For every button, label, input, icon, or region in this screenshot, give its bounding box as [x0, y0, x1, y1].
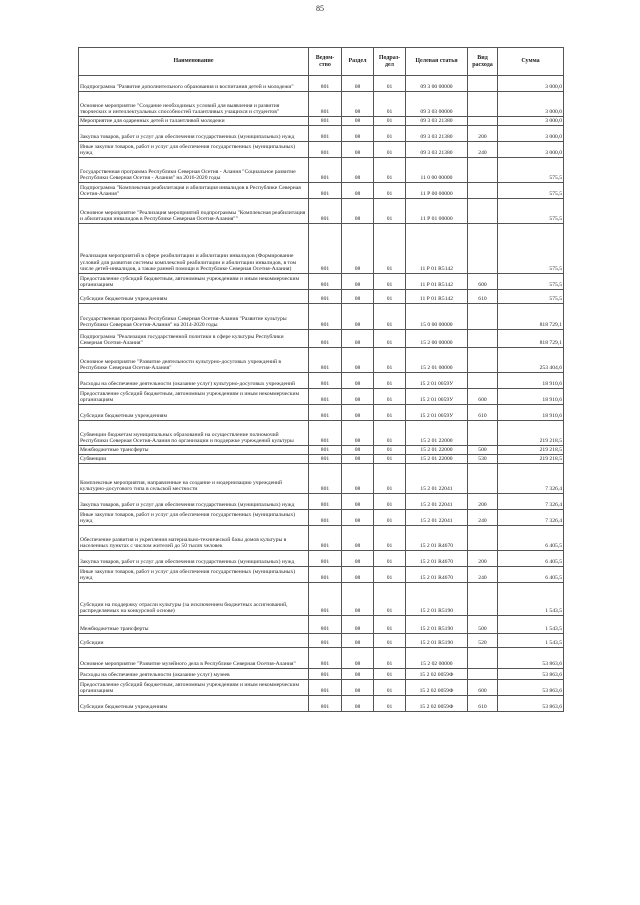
row-vedomstvo: 801 — [309, 405, 342, 421]
row-vedomstvo: 801 — [309, 304, 342, 330]
table-row — [79, 455, 564, 464]
row-razdel: 08 — [342, 526, 374, 551]
row-name: Основное мероприятие "Реализация мероприятий подпрограммы "Комплексная реабилитация и абилитация инвалидов в Республике Северная Осетия-Алания"" — [79, 199, 309, 224]
table-header-row — [79, 48, 564, 76]
row-name: Реализация мероприятий в сфере реабилитации и абилитации инвалидов (Формирование условий для развития системы комплексной реабилитации и абилитации инвалидов, в том числе детей-инвалидов, а также ранней помощи в Республике Северная Осетия-Алания) — [79, 224, 309, 274]
row-summa: 7 326,4 — [498, 494, 564, 510]
row-razdel: 08 — [342, 551, 374, 567]
row-podrazdel: 01 — [374, 446, 406, 455]
row-vid-raskhoda: 610 — [468, 290, 498, 304]
table-row — [79, 634, 564, 648]
row-celevaya-statya: 09 3 03 21380 — [406, 142, 468, 158]
row-name: Иные закупки товаров, работ и услуг для обеспечения государственных (муниципальных) нужд — [79, 567, 309, 583]
row-razdel: 08 — [342, 126, 374, 142]
header-summa: Сумма — [498, 48, 564, 76]
table-row — [79, 117, 564, 126]
row-vid-raskhoda: 530 — [468, 455, 498, 464]
row-vedomstvo: 801 — [309, 183, 342, 199]
table-row — [79, 583, 564, 616]
header-vedomstvo: Ведом-ство — [309, 48, 342, 76]
row-celevaya-statya: 15 2 01 22000 — [406, 446, 468, 455]
row-celevaya-statya: 15 2 01 22041 — [406, 510, 468, 526]
table-row — [79, 446, 564, 455]
table-row — [79, 290, 564, 304]
table-row — [79, 348, 564, 373]
row-podrazdel: 01 — [374, 142, 406, 158]
row-razdel: 08 — [342, 446, 374, 455]
row-summa: 3 000,0 — [498, 117, 564, 126]
row-summa: 818 729,1 — [498, 304, 564, 330]
row-summa: 18 910,6 — [498, 373, 564, 389]
table-row — [79, 405, 564, 421]
row-celevaya-statya: 15 2 01 0059У — [406, 405, 468, 421]
row-summa: 7 326,4 — [498, 510, 564, 526]
row-celevaya-statya: 11 Р 00 00000 — [406, 183, 468, 199]
row-summa: 7 326,4 — [498, 464, 564, 494]
row-razdel: 08 — [342, 648, 374, 669]
row-vid-raskhoda: 240 — [468, 567, 498, 583]
table-row — [79, 92, 564, 117]
row-razdel: 08 — [342, 330, 374, 348]
row-razdel: 08 — [342, 373, 374, 389]
header-razdel: Раздел — [342, 48, 374, 76]
header-name: Наименование — [79, 48, 309, 76]
table-row — [79, 616, 564, 634]
row-name: Иные закупки товаров, работ и услуг для обеспечения государственных (муниципальных) нужд — [79, 142, 309, 158]
row-razdel: 08 — [342, 464, 374, 494]
row-vid-raskhoda: 610 — [468, 696, 498, 712]
row-razdel: 08 — [342, 680, 374, 696]
row-vedomstvo: 801 — [309, 330, 342, 348]
row-celevaya-statya: 15 2 01 R4670 — [406, 526, 468, 551]
row-podrazdel: 01 — [374, 551, 406, 567]
row-name: Расходы на обеспечение деятельности (оказание услуг) музеев — [79, 669, 309, 680]
row-name: Подпрограмма "Развитие дополнительного образования и воспитания детей и молодежи" — [79, 76, 309, 92]
row-name: Субсидии на поддержку отрасли культуры (за исключением бюджетных ассигнований, распределяемых на конкурсной основе) — [79, 583, 309, 616]
row-summa: 575,5 — [498, 158, 564, 183]
row-vid-raskhoda — [468, 526, 498, 551]
row-podrazdel: 01 — [374, 199, 406, 224]
row-podrazdel: 01 — [374, 274, 406, 290]
row-vid-raskhoda: 500 — [468, 616, 498, 634]
table-row — [79, 158, 564, 183]
row-vedomstvo: 801 — [309, 373, 342, 389]
row-razdel: 08 — [342, 669, 374, 680]
row-summa: 6 405,5 — [498, 526, 564, 551]
row-vedomstvo: 801 — [309, 421, 342, 446]
row-razdel: 08 — [342, 405, 374, 421]
row-name: Закупка товаров, работ и услуг для обеспечения государственных (муниципальных) нужд — [79, 494, 309, 510]
table-row — [79, 464, 564, 494]
row-vedomstvo: 801 — [309, 648, 342, 669]
row-summa: 575,5 — [498, 274, 564, 290]
table-row — [79, 126, 564, 142]
row-celevaya-statya: 15 2 01 22000 — [406, 455, 468, 464]
row-vid-raskhoda: 520 — [468, 634, 498, 648]
page-number: 85 — [316, 4, 324, 13]
row-vid-raskhoda: 200 — [468, 551, 498, 567]
row-podrazdel: 01 — [374, 680, 406, 696]
table-row — [79, 494, 564, 510]
row-vedomstvo: 801 — [309, 494, 342, 510]
row-name: Расходы на обеспечение деятельности (оказание услуг) культурно-досуговых учреждений — [79, 373, 309, 389]
row-razdel: 08 — [342, 158, 374, 183]
row-summa: 575,5 — [498, 290, 564, 304]
row-podrazdel: 01 — [374, 494, 406, 510]
row-vid-raskhoda: 600 — [468, 274, 498, 290]
row-podrazdel: 01 — [374, 567, 406, 583]
row-razdel: 08 — [342, 455, 374, 464]
row-podrazdel: 01 — [374, 158, 406, 183]
row-podrazdel: 01 — [374, 389, 406, 405]
row-vedomstvo: 801 — [309, 616, 342, 634]
header-vid-raskhoda: Вид расхода — [468, 48, 498, 76]
row-podrazdel: 01 — [374, 183, 406, 199]
row-razdel: 08 — [342, 567, 374, 583]
row-summa: 53 863,6 — [498, 680, 564, 696]
row-celevaya-statya: 09 3 03 21380 — [406, 126, 468, 142]
row-podrazdel: 01 — [374, 669, 406, 680]
row-name: Комплексные мероприятия, направленные на создание и модернизацию учреждений культурно-досугового типа в сельской местности — [79, 464, 309, 494]
row-podrazdel: 01 — [374, 526, 406, 551]
row-podrazdel: 01 — [374, 290, 406, 304]
row-vid-raskhoda — [468, 158, 498, 183]
row-vedomstvo: 801 — [309, 510, 342, 526]
row-name: Субвенции бюджетам муниципальных образований на осуществление полномочий Республики Северная Осетия-Алания по организации и поддержке учреждений культуры — [79, 421, 309, 446]
row-summa: 53 863,6 — [498, 648, 564, 669]
row-summa: 53 863,6 — [498, 669, 564, 680]
table-row — [79, 389, 564, 405]
table-row — [79, 330, 564, 348]
row-name: Предоставление субсидий бюджетным, автономным учреждениям и иным некоммерческим организациям — [79, 274, 309, 290]
table-row — [79, 183, 564, 199]
table-row — [79, 421, 564, 446]
row-celevaya-statya: 11 0 00 00000 — [406, 158, 468, 183]
row-celevaya-statya: 15 2 01 R4670 — [406, 567, 468, 583]
row-summa: 219 218,5 — [498, 455, 564, 464]
row-vid-raskhoda — [468, 117, 498, 126]
table-row — [79, 680, 564, 696]
row-celevaya-statya: 15 2 01 22000 — [406, 421, 468, 446]
row-name: Закупка товаров, работ и услуг для обеспечения государственных (муниципальных) нужд — [79, 126, 309, 142]
row-summa: 18 910,6 — [498, 405, 564, 421]
row-name: Государственная программа Республики Северная Осетия - Алания "Социальное развитие Республики Северная Осетия - Алания" на 2016-2020 годы — [79, 158, 309, 183]
row-podrazdel: 01 — [374, 421, 406, 446]
row-podrazdel: 01 — [374, 634, 406, 648]
row-summa: 219 218,5 — [498, 446, 564, 455]
row-celevaya-statya: 11 Р 01 R5142 — [406, 290, 468, 304]
row-podrazdel: 01 — [374, 330, 406, 348]
row-summa: 3 000,0 — [498, 76, 564, 92]
row-razdel: 08 — [342, 583, 374, 616]
row-summa: 1 543,5 — [498, 634, 564, 648]
row-vedomstvo: 801 — [309, 142, 342, 158]
row-podrazdel: 01 — [374, 224, 406, 274]
row-vedomstvo: 801 — [309, 634, 342, 648]
row-summa: 6 405,5 — [498, 551, 564, 567]
row-razdel: 08 — [342, 224, 374, 274]
row-summa: 818 729,1 — [498, 330, 564, 348]
row-celevaya-statya: 15 2 02 00000 — [406, 648, 468, 669]
row-celevaya-statya: 11 Р 01 R5142 — [406, 224, 468, 274]
table-row — [79, 199, 564, 224]
row-vid-raskhoda — [468, 199, 498, 224]
row-celevaya-statya: 15 2 02 0059Ф — [406, 669, 468, 680]
row-vedomstvo: 801 — [309, 551, 342, 567]
row-vedomstvo: 801 — [309, 680, 342, 696]
row-name: Обеспечение развития и укрепления материально-технической базы домов культуры в населенных пунктах с числом жителей до 50 тысяч человек — [79, 526, 309, 551]
row-summa: 575,5 — [498, 183, 564, 199]
row-name: Субсидии бюджетным учреждениям — [79, 696, 309, 712]
row-podrazdel: 01 — [374, 405, 406, 421]
row-podrazdel: 01 — [374, 464, 406, 494]
row-celevaya-statya: 15 2 00 00000 — [406, 330, 468, 348]
row-summa: 219 218,5 — [498, 421, 564, 446]
row-name: Основное мероприятие "Создание необходимых условий для выявления и развития творческих и интеллектуальных способностей талантливых учащихся и студентов" — [79, 92, 309, 117]
row-celevaya-statya: 11 Р 01 00000 — [406, 199, 468, 224]
row-razdel: 08 — [342, 510, 374, 526]
row-celevaya-statya: 15 2 01 0059У — [406, 389, 468, 405]
row-vedomstvo: 801 — [309, 224, 342, 274]
row-razdel: 08 — [342, 389, 374, 405]
row-name: Основное мероприятие "Развитие музейного дела в Республике Северная Осетия-Алания" — [79, 648, 309, 669]
table-row — [79, 551, 564, 567]
row-vedomstvo: 801 — [309, 274, 342, 290]
row-summa: 53 863,6 — [498, 696, 564, 712]
row-name: Межбюджетные трансферты — [79, 446, 309, 455]
row-vedomstvo: 801 — [309, 526, 342, 551]
row-celevaya-statya: 15 2 01 R4670 — [406, 551, 468, 567]
row-celevaya-statya: 15 2 01 R5190 — [406, 583, 468, 616]
table-row — [79, 76, 564, 92]
row-celevaya-statya: 15 2 01 22041 — [406, 494, 468, 510]
row-vid-raskhoda: 240 — [468, 510, 498, 526]
row-summa: 575,5 — [498, 224, 564, 274]
row-vedomstvo: 801 — [309, 455, 342, 464]
row-name: Предоставление субсидий бюджетным, автономным учреждениям и иным некоммерческим организациям — [79, 389, 309, 405]
row-vid-raskhoda — [468, 330, 498, 348]
row-vedomstvo: 801 — [309, 92, 342, 117]
table-row — [79, 648, 564, 669]
table-row — [79, 304, 564, 330]
row-celevaya-statya: 09 3 00 00000 — [406, 76, 468, 92]
row-celevaya-statya: 11 Р 01 R5142 — [406, 274, 468, 290]
budget-table — [78, 47, 564, 712]
row-vid-raskhoda — [468, 183, 498, 199]
row-podrazdel: 01 — [374, 117, 406, 126]
row-vid-raskhoda: 500 — [468, 446, 498, 455]
table-row — [79, 510, 564, 526]
row-vid-raskhoda: 600 — [468, 680, 498, 696]
row-vid-raskhoda — [468, 669, 498, 680]
row-podrazdel: 01 — [374, 616, 406, 634]
table-row — [79, 567, 564, 583]
row-summa: 253 404,6 — [498, 348, 564, 373]
row-vid-raskhoda — [468, 224, 498, 274]
row-name: Мероприятие для одаренных детей и талантливой молодежи — [79, 117, 309, 126]
row-celevaya-statya: 15 2 01 22041 — [406, 464, 468, 494]
table-row — [79, 224, 564, 274]
row-vid-raskhoda: 200 — [468, 494, 498, 510]
row-podrazdel: 01 — [374, 696, 406, 712]
row-name: Предоставление субсидий бюджетным, автономным учреждениям и иным некоммерческим организациям — [79, 680, 309, 696]
row-name: Субсидии — [79, 634, 309, 648]
row-razdel: 08 — [342, 696, 374, 712]
row-summa: 575,5 — [498, 199, 564, 224]
row-name: Субвенции — [79, 455, 309, 464]
row-razdel: 08 — [342, 290, 374, 304]
row-podrazdel: 01 — [374, 583, 406, 616]
row-razdel: 08 — [342, 634, 374, 648]
row-vedomstvo: 801 — [309, 290, 342, 304]
row-podrazdel: 01 — [374, 304, 406, 330]
table-row — [79, 696, 564, 712]
row-razdel: 08 — [342, 183, 374, 199]
row-podrazdel: 01 — [374, 373, 406, 389]
row-razdel: 08 — [342, 421, 374, 446]
row-vid-raskhoda: 600 — [468, 389, 498, 405]
row-razdel: 08 — [342, 76, 374, 92]
row-podrazdel: 01 — [374, 92, 406, 117]
row-razdel: 08 — [342, 348, 374, 373]
row-vid-raskhoda — [468, 348, 498, 373]
row-podrazdel: 01 — [374, 510, 406, 526]
row-razdel: 08 — [342, 274, 374, 290]
row-celevaya-statya: 15 2 02 0059Ф — [406, 680, 468, 696]
row-name: Закупка товаров, работ и услуг для обеспечения государственных (муниципальных) нужд — [79, 551, 309, 567]
row-vid-raskhoda: 610 — [468, 405, 498, 421]
row-name: Подпрограмма "Реализация государственной политики в сфере культуры Республики Северная Осетия-Алания" — [79, 330, 309, 348]
row-celevaya-statya: 15 2 01 R5190 — [406, 616, 468, 634]
row-vid-raskhoda — [468, 92, 498, 117]
table-row — [79, 142, 564, 158]
row-vedomstvo: 801 — [309, 158, 342, 183]
row-razdel: 08 — [342, 494, 374, 510]
row-name: Государственная программа Республики Северная Осетия-Алания "Развитие культуры Республики Северная Осетия-Алания" на 2014-2020 годы — [79, 304, 309, 330]
row-vid-raskhoda — [468, 304, 498, 330]
row-vedomstvo: 801 — [309, 696, 342, 712]
row-razdel: 08 — [342, 117, 374, 126]
row-podrazdel: 01 — [374, 76, 406, 92]
table-body — [79, 76, 564, 712]
row-celevaya-statya: 15 2 01 00000 — [406, 348, 468, 373]
row-celevaya-statya: 15 0 00 00000 — [406, 304, 468, 330]
row-vedomstvo: 801 — [309, 446, 342, 455]
row-name: Основное мероприятие "Развитие деятельности культурно-досуговых учреждений в Республике Северная Осетия-Алания" — [79, 348, 309, 373]
row-vid-raskhoda — [468, 421, 498, 446]
row-vid-raskhoda: 200 — [468, 126, 498, 142]
row-celevaya-statya: 15 2 02 0059Ф — [406, 696, 468, 712]
row-vedomstvo: 801 — [309, 76, 342, 92]
header-podrazdel: Подраз-дел — [374, 48, 406, 76]
header-celevaya-statya: Целевая статья — [406, 48, 468, 76]
row-name: Субсидии бюджетным учреждениям — [79, 290, 309, 304]
row-razdel: 08 — [342, 616, 374, 634]
row-vedomstvo: 801 — [309, 348, 342, 373]
table-row — [79, 373, 564, 389]
row-celevaya-statya: 09 3 03 21380 — [406, 117, 468, 126]
row-celevaya-statya: 15 2 01 0059У — [406, 373, 468, 389]
row-summa: 3 000,0 — [498, 142, 564, 158]
row-name: Межбюджетные трансферты — [79, 616, 309, 634]
row-name: Субсидии бюджетным учреждениям — [79, 405, 309, 421]
row-podrazdel: 01 — [374, 348, 406, 373]
table-row — [79, 274, 564, 290]
row-vid-raskhoda — [468, 464, 498, 494]
row-summa: 3 000,0 — [498, 92, 564, 117]
row-vid-raskhoda: 240 — [468, 142, 498, 158]
table-row — [79, 669, 564, 680]
row-razdel: 08 — [342, 199, 374, 224]
row-celevaya-statya: 15 2 01 R5190 — [406, 634, 468, 648]
row-vedomstvo: 801 — [309, 464, 342, 494]
row-summa: 3 000,0 — [498, 126, 564, 142]
table-row — [79, 526, 564, 551]
row-vid-raskhoda — [468, 373, 498, 389]
row-vedomstvo: 801 — [309, 567, 342, 583]
row-summa: 6 405,5 — [498, 567, 564, 583]
row-razdel: 08 — [342, 304, 374, 330]
row-vedomstvo: 801 — [309, 117, 342, 126]
row-name: Подпрограмма "Комплексная реабилитация и абилитация инвалидов в Республике Северная Осетия-Алания" — [79, 183, 309, 199]
row-celevaya-statya: 09 3 03 00000 — [406, 92, 468, 117]
row-razdel: 08 — [342, 142, 374, 158]
row-vedomstvo: 801 — [309, 199, 342, 224]
row-podrazdel: 01 — [374, 126, 406, 142]
row-vedomstvo: 801 — [309, 389, 342, 405]
row-vedomstvo: 801 — [309, 126, 342, 142]
row-summa: 1 543,5 — [498, 583, 564, 616]
row-summa: 18 910,6 — [498, 389, 564, 405]
row-podrazdel: 01 — [374, 648, 406, 669]
row-vedomstvo: 801 — [309, 669, 342, 680]
row-vid-raskhoda — [468, 76, 498, 92]
row-podrazdel: 01 — [374, 455, 406, 464]
row-vid-raskhoda — [468, 583, 498, 616]
row-razdel: 08 — [342, 92, 374, 117]
row-summa: 1 543,5 — [498, 616, 564, 634]
row-vid-raskhoda — [468, 648, 498, 669]
row-name: Иные закупки товаров, работ и услуг для обеспечения государственных (муниципальных) нужд — [79, 510, 309, 526]
row-vedomstvo: 801 — [309, 583, 342, 616]
